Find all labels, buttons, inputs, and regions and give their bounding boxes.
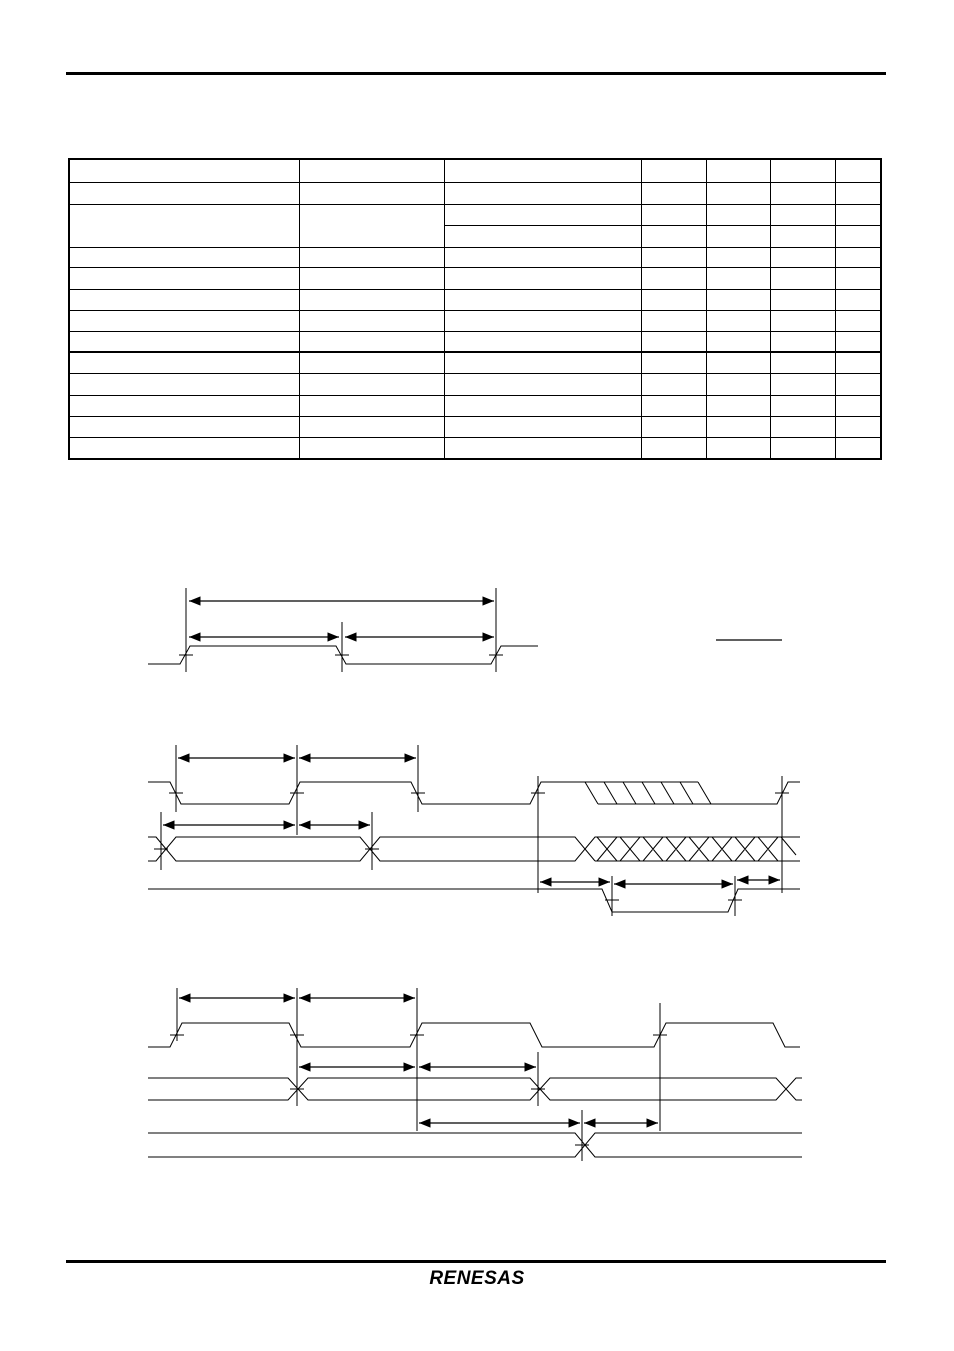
select-waveform bbox=[148, 889, 800, 912]
clock-waveform bbox=[148, 1023, 800, 1047]
renesas-logo: RENESAS bbox=[429, 1268, 525, 1289]
hatch-line bbox=[661, 782, 674, 804]
control-bus bbox=[148, 1133, 802, 1157]
write-cycle-diagram bbox=[148, 988, 802, 1161]
hatch-line bbox=[623, 782, 636, 804]
hatch-line bbox=[642, 782, 655, 804]
clock-period-diagram bbox=[148, 588, 782, 672]
hatch-line bbox=[680, 782, 693, 804]
data-invalid-region bbox=[585, 837, 800, 861]
hatch-line bbox=[604, 782, 617, 804]
data-bus bbox=[148, 1078, 802, 1100]
read-cycle-diagram bbox=[148, 745, 800, 916]
hatch-line bbox=[585, 782, 598, 804]
strobe-waveform bbox=[148, 782, 583, 804]
footer-rule bbox=[66, 1260, 886, 1263]
